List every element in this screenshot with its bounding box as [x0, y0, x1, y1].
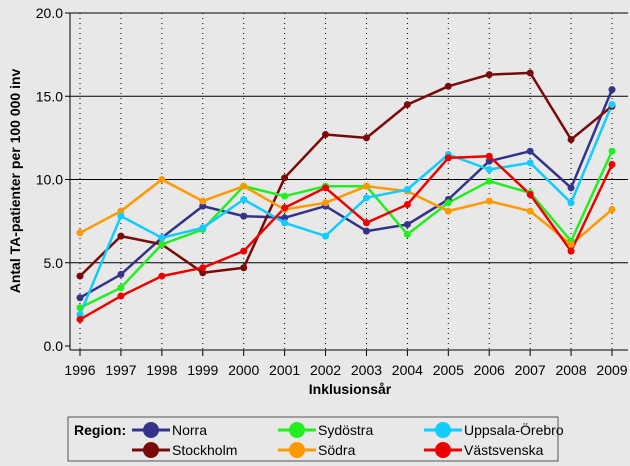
data-point: [240, 248, 247, 255]
y-tick-label: 0.0: [43, 338, 63, 354]
data-point: [404, 186, 411, 193]
data-point: [568, 136, 575, 143]
data-point: [240, 213, 247, 220]
legend-entry: [424, 442, 544, 458]
data-point: [609, 206, 616, 213]
x-tick-label: 2008: [555, 362, 587, 378]
data-point: [158, 241, 165, 248]
legend-label: Södra: [318, 442, 356, 458]
data-point: [445, 199, 452, 206]
x-tick-label: 1996: [64, 362, 96, 378]
legend-swatch-marker: [435, 422, 451, 438]
data-point: [322, 131, 329, 138]
data-point: [322, 184, 329, 191]
legend-swatch-marker: [435, 442, 451, 458]
data-point: [199, 224, 206, 231]
data-point: [281, 204, 288, 211]
data-point: [117, 293, 124, 300]
data-point: [609, 148, 616, 155]
plot-area: [70, 13, 628, 350]
data-point: [486, 178, 493, 185]
x-tick-label: 2005: [432, 362, 464, 378]
data-point: [445, 83, 452, 90]
x-tick-label: 2002: [309, 362, 342, 378]
legend-label: Stockholm: [172, 442, 238, 458]
data-point: [281, 193, 288, 200]
legend-swatch-marker: [143, 422, 159, 438]
data-point: [609, 161, 616, 168]
data-point: [609, 101, 616, 108]
x-tick-label: 2001: [269, 362, 301, 378]
x-tick-label: 2006: [473, 362, 505, 378]
x-tick-label: 1998: [146, 362, 178, 378]
data-point: [363, 194, 370, 201]
data-point: [445, 208, 452, 215]
data-point: [77, 229, 84, 236]
x-tick-label: 1997: [105, 362, 137, 378]
data-point: [363, 183, 370, 190]
legend-entry: [424, 421, 564, 438]
data-point: [240, 264, 247, 271]
y-tick-label: 5.0: [43, 254, 63, 271]
data-point: [363, 219, 370, 226]
data-point: [445, 154, 452, 161]
data-point: [117, 284, 124, 291]
data-point: [77, 304, 84, 311]
legend-label: Norra: [172, 422, 208, 438]
data-point: [322, 233, 329, 240]
data-point: [199, 198, 206, 205]
data-point: [158, 234, 165, 241]
data-point: [363, 134, 370, 141]
data-point: [363, 228, 370, 235]
data-point: [486, 71, 493, 78]
legend: [68, 417, 564, 461]
data-point: [609, 86, 616, 93]
legend-entry: [278, 422, 373, 438]
y-tick-label: 20.0: [35, 5, 63, 21]
data-point: [568, 248, 575, 255]
x-axis-label: Inklusionsår: [308, 381, 392, 397]
legend-label: Västsvenska: [464, 442, 544, 458]
x-tick-label: 2000: [228, 362, 260, 378]
legend-swatch-marker: [289, 442, 305, 458]
legend-label: Sydöstra: [318, 422, 374, 438]
data-point: [240, 183, 247, 190]
data-point: [404, 221, 411, 228]
y-tick-label: 15.0: [35, 88, 63, 105]
y-axis-label: Antal TA-patienter per 100 000 inv: [7, 68, 23, 294]
data-point: [486, 153, 493, 160]
data-point: [117, 213, 124, 220]
data-point: [77, 316, 84, 323]
data-point: [281, 174, 288, 181]
data-point: [568, 199, 575, 206]
data-point: [77, 273, 84, 280]
data-point: [117, 271, 124, 278]
data-point: [486, 166, 493, 173]
data-point: [240, 196, 247, 203]
x-tick-label: 2004: [391, 362, 423, 378]
x-tick-label: 2003: [350, 362, 383, 378]
legend-label: Uppsala-Örebro: [464, 422, 564, 438]
data-point: [404, 231, 411, 238]
y-tick-label: 10.0: [35, 171, 63, 188]
data-point: [568, 184, 575, 191]
data-point: [527, 208, 534, 215]
legend-swatch-marker: [289, 422, 305, 438]
data-point: [527, 191, 534, 198]
data-point: [404, 101, 411, 108]
data-point: [527, 148, 534, 155]
legend-title: Region:: [74, 422, 127, 438]
data-point: [486, 198, 493, 205]
data-point: [527, 69, 534, 76]
data-point: [527, 159, 534, 166]
data-point: [77, 294, 84, 301]
data-point: [568, 241, 575, 248]
data-point: [199, 264, 206, 271]
data-point: [404, 201, 411, 208]
x-tick-label: 2009: [596, 362, 628, 378]
legend-entry: [132, 442, 237, 458]
data-point: [322, 199, 329, 206]
data-point: [117, 233, 124, 240]
data-point: [281, 219, 288, 226]
x-tick-label: 1999: [187, 362, 219, 378]
legend-swatch-marker: [143, 442, 159, 458]
data-point: [158, 176, 165, 183]
x-tick-label: 2007: [514, 362, 546, 378]
data-point: [158, 273, 165, 280]
